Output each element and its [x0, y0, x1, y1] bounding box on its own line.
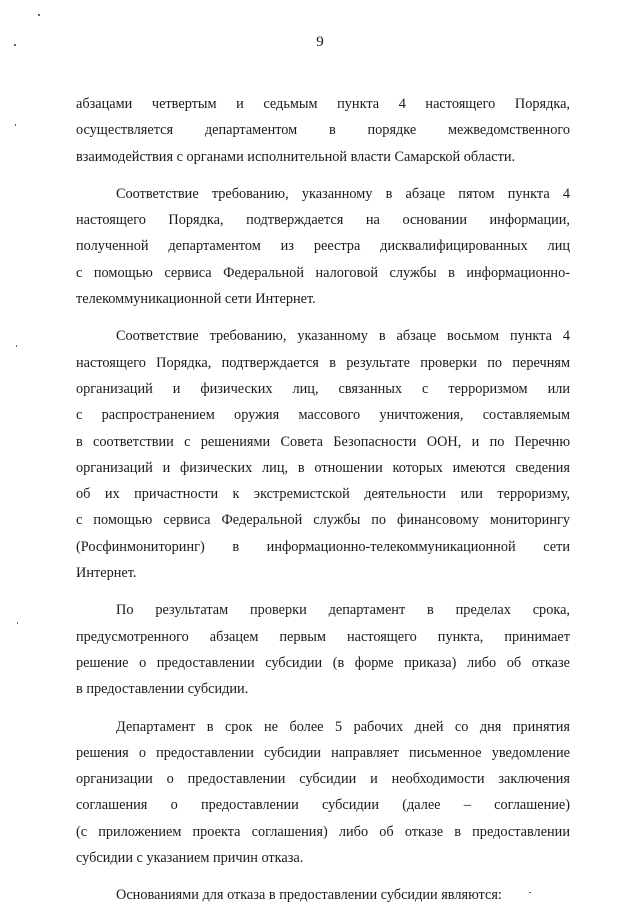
document-body — [76, 91, 570, 920]
text-line: с помощью сервиса Федеральной налоговой службы в информационно- — [76, 264, 570, 281]
scan-speck — [38, 14, 40, 16]
text-line: организаций и физических лиц, в отношении которых имеются сведения — [76, 459, 570, 476]
text-line: решение о предоставлении субсидии (в форме приказа) либо об отказе — [76, 654, 570, 671]
text-line: об их причастности к экстремистской деятельности или терроризму, — [76, 486, 570, 503]
text-line: соглашения о предоставлении субсидии (далее – соглашение) — [76, 797, 570, 814]
scan-speck — [14, 44, 16, 46]
page-number: 9 — [316, 34, 324, 50]
text-line: взаимодействия с органами исполнительной власти Самарской области. — [76, 148, 516, 165]
text-line: субсидии с указанием причин отказа. — [76, 850, 304, 867]
scan-speck — [17, 622, 18, 624]
text-line: Интернет. — [76, 565, 137, 582]
paragraph-4 — [76, 597, 570, 702]
text-line: (с приложением проекта соглашения) либо об отказе в предоставлении — [76, 823, 570, 840]
text-line: в соответствии с решениями Совета Безопасности ООН, и по Перечню — [76, 433, 570, 450]
text-line: в предоставлении субсидии. — [76, 681, 249, 698]
text-line: настоящего Порядка, подтверждается на основании информации, — [76, 212, 570, 229]
paragraph-5 — [76, 714, 570, 872]
text-line: телекоммуникационной сети Интернет. — [76, 291, 316, 308]
text-line: решения о предоставлении субсидии направляет письменное уведомление — [76, 744, 570, 761]
scan-speck — [15, 124, 16, 126]
scan-speck — [529, 892, 531, 893]
text-line: организаций и физических лиц, связанных с терроризмом или — [76, 380, 570, 397]
text-line: абзацами четвертым и седьмым пункта 4 настоящего Порядка, — [76, 96, 570, 112]
text-line: (Росфинмониторинг) в информационно-телекоммуникационной сети — [76, 538, 570, 555]
text-line: Департамент в срок не более 5 рабочих дней со дня принятия — [116, 718, 570, 735]
paragraph-2 — [76, 181, 570, 312]
text-line: настоящего Порядка, подтверждается в результате проверки по перечням — [76, 354, 570, 371]
text-line: с распространением оружия массового уничтожения, составляемым — [76, 407, 570, 424]
paragraph-3 — [76, 323, 570, 586]
text-line: По результатам проверки департамент в пределах срока, — [116, 602, 570, 619]
text-line: осуществляется департаментом в порядке межведомственного — [76, 122, 570, 139]
text-line: полученной департаментом из реестра дисквалифицированных лиц — [76, 238, 570, 255]
text-line: организации о предоставлении субсидии и необходимости заключения — [76, 771, 570, 788]
paragraph-1 — [76, 91, 570, 170]
paragraph-6 — [76, 882, 570, 908]
text-line: предусмотренного абзацем первым настоящего пункта, принимает — [76, 628, 570, 645]
text-line: с помощью сервиса Федеральной службы по финансовому мониторингу — [76, 512, 570, 529]
scan-speck — [16, 345, 17, 347]
text-line: Соответствие требованию, указанному в абзаце пятом пункта 4 — [116, 185, 570, 202]
text-line: Основаниями для отказа в предоставлении субсидии являются: — [116, 887, 502, 904]
text-line: Соответствие требованию, указанному в абзаце восьмом пункта 4 — [116, 328, 570, 345]
